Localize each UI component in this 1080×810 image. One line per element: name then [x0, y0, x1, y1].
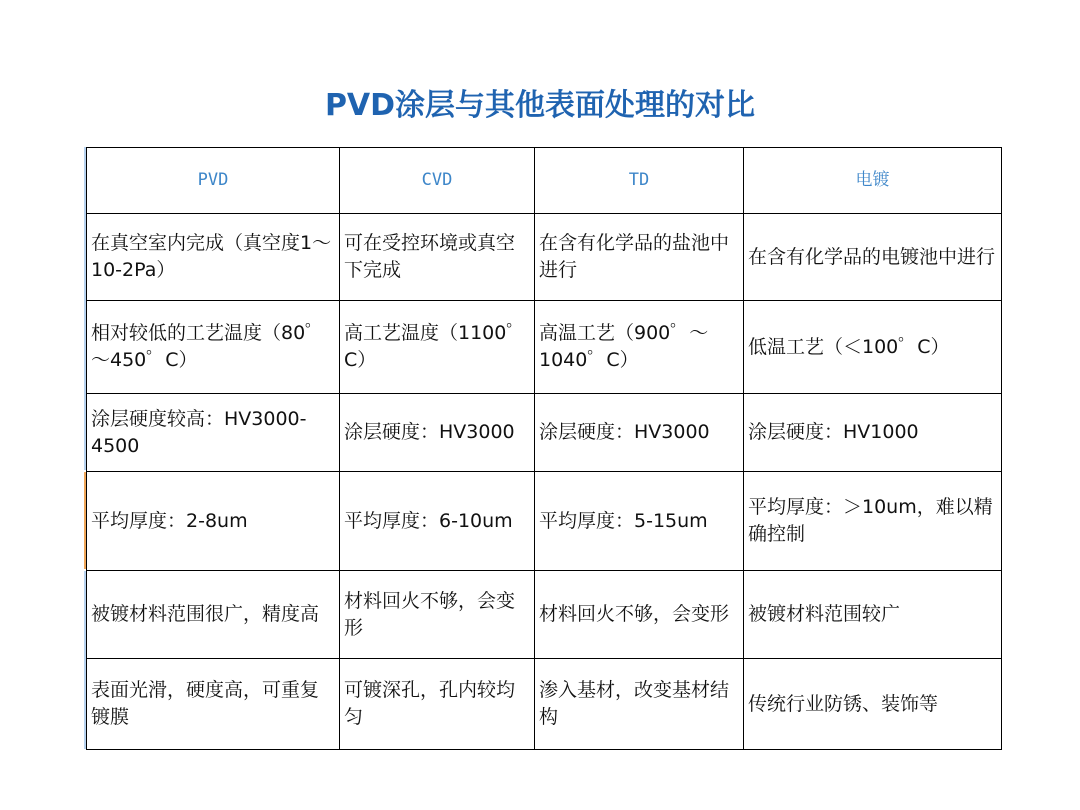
table-cell: 可在受控环境或真空下完成: [340, 214, 535, 301]
header-pvd: PVD: [87, 148, 340, 214]
table-cell: 平均厚度：＞10um，难以精确控制: [744, 472, 1002, 571]
table-cell: 高温工艺（900゜～1040゜C）: [535, 301, 744, 394]
table-cell: 材料回火不够，会变形: [535, 571, 744, 659]
table-cell: 平均厚度：2-8um: [87, 472, 340, 571]
table-row: [87, 472, 1002, 571]
table-cell: 被镀材料范围很广，精度高: [87, 571, 340, 659]
table-cell: 涂层硬度较高：HV3000-4500: [87, 394, 340, 472]
table-row: [87, 659, 1002, 750]
header-electroplating: 电镀: [744, 148, 1002, 214]
table-cell: 涂层硬度：HV3000: [340, 394, 535, 472]
header-cvd: CVD: [340, 148, 535, 214]
comparison-table-wrapper: [86, 147, 1001, 750]
table-row: [87, 571, 1002, 659]
table-cell: 渗入基材，改变基材结构: [535, 659, 744, 750]
table-cell: 在真空室内完成（真空度1～10-2Pa）: [87, 214, 340, 301]
table-cell: 平均厚度：5-15um: [535, 472, 744, 571]
comparison-table: [86, 147, 1002, 750]
table-cell: 低温工艺（＜100゜C）: [744, 301, 1002, 394]
table-cell: 涂层硬度：HV3000: [535, 394, 744, 472]
table-cell: 可镀深孔，孔内较均匀: [340, 659, 535, 750]
table-cell: 表面光滑，硬度高，可重复镀膜: [87, 659, 340, 750]
header-td: TD: [535, 148, 744, 214]
table-cell: 高工艺温度（1100゜C）: [340, 301, 535, 394]
table-cell: 平均厚度：6-10um: [340, 472, 535, 571]
table-row: [87, 301, 1002, 394]
table-row: [87, 214, 1002, 301]
table-cell: 在含有化学品的盐池中进行: [535, 214, 744, 301]
table-cell: 传统行业防锈、装饰等: [744, 659, 1002, 750]
table-cell: 相对较低的工艺温度（80゜～450゜C）: [87, 301, 340, 394]
table-cell: 涂层硬度：HV1000: [744, 394, 1002, 472]
table-cell: 材料回火不够，会变形: [340, 571, 535, 659]
table-row: [87, 394, 1002, 472]
table-cell: 在含有化学品的电镀池中进行: [744, 214, 1002, 301]
table-header-row: [87, 148, 1002, 214]
page-title: PVD涂层与其他表面处理的对比: [324, 88, 756, 123]
table-cell: 被镀材料范围较广: [744, 571, 1002, 659]
